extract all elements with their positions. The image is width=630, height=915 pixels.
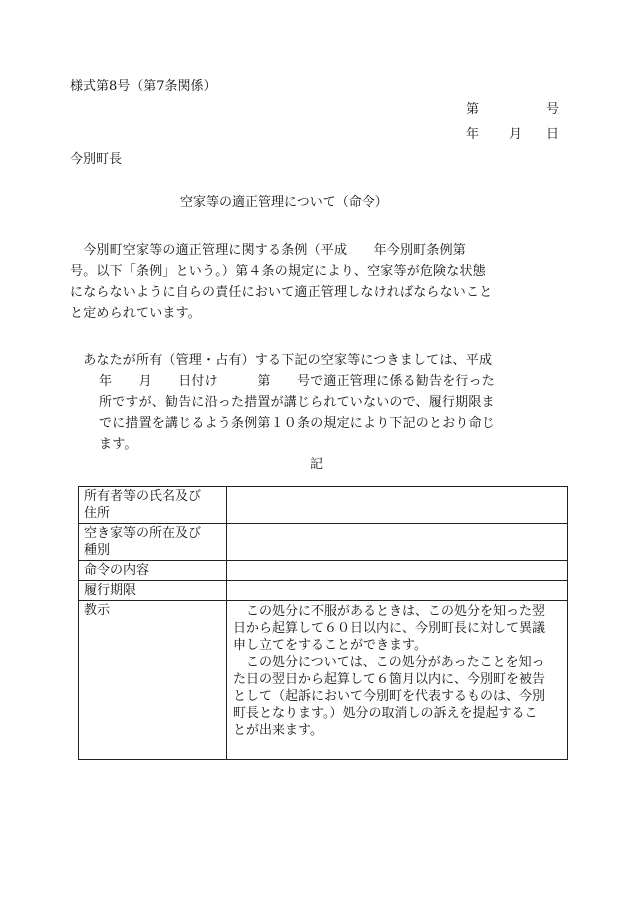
- order-details-table: [78, 486, 568, 760]
- deadline-value: [227, 581, 568, 601]
- date-month: 月: [509, 127, 523, 142]
- date-year: 年: [466, 127, 480, 142]
- vacant-house-location-label: 空き家等の所在及び 種別: [79, 524, 227, 561]
- paragraph-2-body: 年 月 日付け 第 号で適正管理に係る勧告を行った 所ですが、勧告に沿った措置が講じられていないので、履行期限ま でに措置を講じるよう条例第１０条の規定により下記のとおり命じ ます。: [99, 374, 496, 452]
- paragraph-2-first-line: あなたが所有（管理・占有）する下記の空家等につきましては、平成: [70, 353, 493, 368]
- ki-heading: 記: [310, 457, 324, 472]
- instruction-text: この処分に不服があるときは、この処分を知った翌 日から起算して６０日以内に、今別町長に対して異議 申し立てをすることができます。 この処分については、この処分があったことを知っ た日の翌日から起算して６箇月以内に、今別町を被告 として（起訴において今別町を代表するものは、今別 町長となります。）処分の取消しの訴えを提起するこ とが出来ます。: [227, 601, 568, 760]
- table-row: [79, 581, 568, 601]
- deadline-label: 履行期限: [79, 581, 227, 601]
- table-row: [79, 487, 568, 524]
- order-content-label: 命令の内容: [79, 561, 227, 581]
- document-title: 空家等の適正管理について（命令）: [180, 195, 388, 210]
- date-day: 日: [546, 127, 560, 142]
- table-row: [79, 524, 568, 561]
- vacant-house-location-value: [227, 524, 568, 561]
- doc-number-suffix: 号: [546, 102, 560, 117]
- table-row: [79, 561, 568, 581]
- form-id: 様式第8号（第7条関係）: [70, 79, 217, 94]
- doc-number-prefix: 第: [466, 102, 480, 117]
- instruction-label: 教示: [79, 601, 227, 760]
- order-content-value: [227, 561, 568, 581]
- paragraph-1: 今別町空家等の適正管理に関する条例（平成 年今別町条例第 号。以下「条例」という。）第４条の規定により、空家等が危険な状態 にならないように自らの責任において適正管理しなければならないこと と定められています。: [70, 243, 493, 321]
- owner-name-address-label: 所有者等の氏名及び 住所: [79, 487, 227, 524]
- addressee: 今別町長: [70, 152, 123, 167]
- owner-name-address-value: [227, 487, 568, 524]
- table-row: [79, 601, 568, 760]
